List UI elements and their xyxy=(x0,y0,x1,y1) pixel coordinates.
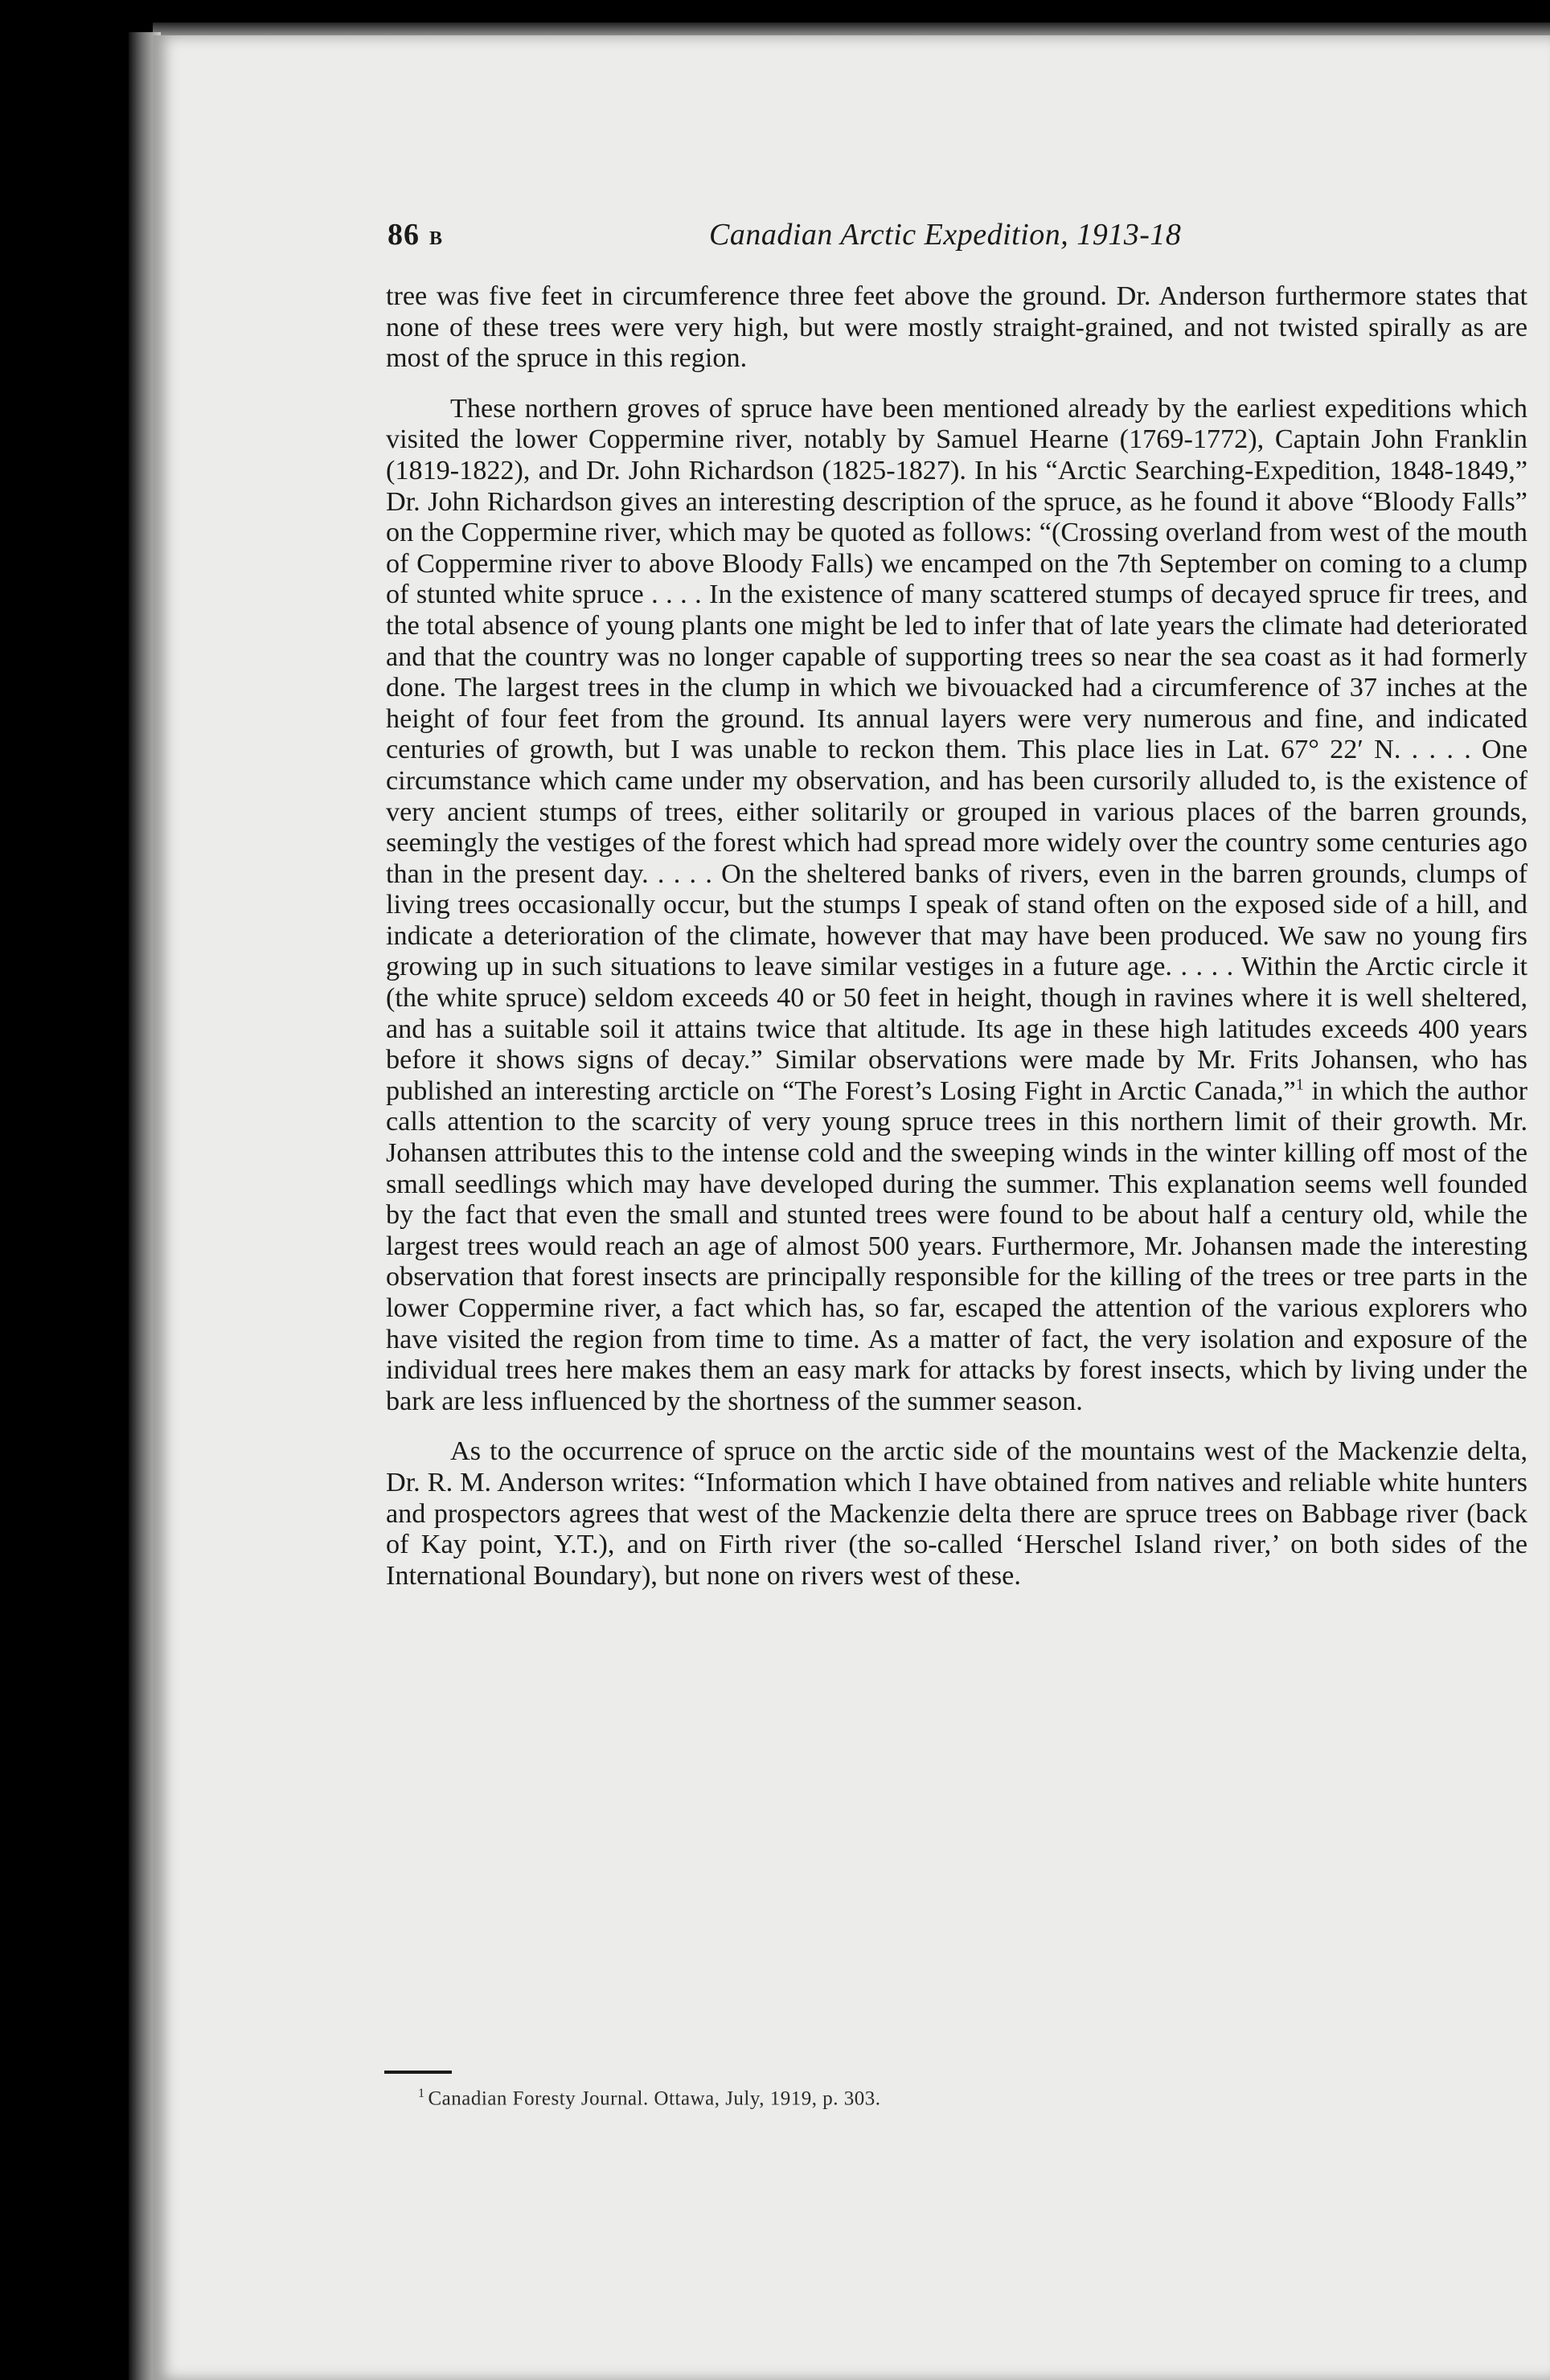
paragraph-3: As to the occurrence of spruce on the arctic side of the mountains west of the Mackenzie delta, Dr. R. M. Anderson writes: “Information which I have obtained from natives and reliable white hunters and prospectors agrees that west of the Mackenzie delta there are spruce trees on Babbage river (back of Kay point, Y.T.), and on Firth river (the so-called ‘Herschel Island river,’ on both sides of the International Boundary), but none on rivers west of these. xyxy=(386,1436,1527,1591)
page-number xyxy=(388,217,443,252)
footnote-text: Canadian Foresty Journal. Ottawa, July, 1919, p. 303. xyxy=(428,2087,881,2110)
paragraph-2-text-after: in which the author calls attention to the scarcity of very young spruce trees in this northern limit of their growth. Mr. Johansen attributes this to the intense cold and the sweeping winds in the winter killing off most of the small seedlings which may have developed during the summer. This explanation seems well founded by the fact that even the small and stunted trees were found to be about half a century old, while the largest trees would reach an age of almost 500 years. Furthermore, Mr. Johansen made the interesting observation that forest insects are principally responsible for the killing of the trees or tree parts in the lower Coppermine river, a fact which has, so far, escaped the attention of the various explorers who have visited the region from time to time. As a matter of fact, the very isolation and exposure of the individual trees here makes them an easy mark for attacks by forest insects, which by living under the bark are less influenced by the shortness of the summer season. xyxy=(386,1075,1528,1416)
footnote-mark: 1 xyxy=(418,2087,425,2100)
page-number-value: 86 xyxy=(388,218,420,252)
running-title: Canadian Arctic Expedition, 1913-18 xyxy=(709,218,1182,252)
running-head xyxy=(388,217,1545,257)
body-text xyxy=(386,281,1527,1591)
paragraph-1: tree was five feet in circumference three feet above the ground. Dr. Anderson furthermore states that none of these trees were very high, but were mostly straight-grained, and not twisted spirally as are most of the spruce in this region. xyxy=(386,281,1527,374)
paragraph-2 xyxy=(386,394,1527,1418)
footnote xyxy=(418,2087,1383,2110)
page-number-suffix: B xyxy=(429,228,444,249)
footnote-reference: 1 xyxy=(1295,1075,1304,1094)
paragraph-2-text-before: These northern groves of spruce have been mentioned already by the earliest expeditions which visited the lower Coppermine river, notably by Samuel Hearne (1769-1772), Captain John Franklin (1819-1822), and Dr. John Richardson (1825-1827). In his “Arctic Searching-Expedition, 1848-1849,” Dr. John Richardson gives an interesting description of the spruce, as he found it above “Bloody Falls” on the Coppermine river, which may be quoted as follows: “(Crossing overland from west of the mouth of Coppermine river to above Bloody Falls) we encamped on the 7th September on coming to a clump of stunted white spruce . . . . In the existence of many scattered stumps of decayed spruce fir trees, and the total absence of young plants one might be led to infer that of late years the climate had deteriorated and that the country was no longer capable of supporting trees so near the sea coast as it had formerly done. The largest trees in the clump in which we bivouacked had a circumference of 37 inches at the height of four feet from the ground. Its annual layers were very numerous and fine, and indicated centuries of growth, but I was unable to reckon them. This place lies in Lat. 67° 22′ N. . . . . One circumstance which came under my observation, and has been cursorily alluded to, is the existence of very ancient stumps of trees, either solitarily or grouped in various places of the barren grounds, seemingly the vestiges of the forest which had spread more widely over the country some centuries ago than in the present day. . . . . On the sheltered banks of rivers, even in the barren grounds, clumps of living trees occasionally occur, but the stumps I speak of stand often on the exposed side of a hill, and indicate a deterioration of the climate, however that may have been produced. We saw no young firs growing up in such situations to leave similar vestiges in a future age. . . . . Within the Arctic circle it (the white spruce) seldom exceeds 40 or 50 feet in height, though in ravines where it is well sheltered, and has a suitable soil it attains twice that altitude. Its age in these high latitudes exceeds 400 years before it shows signs of decay.” Similar observations were made by Mr. Frits Johansen, who has published an interesting arcticle on “The Forest’s Losing Fight in Arctic Canada,” xyxy=(386,393,1527,1106)
footnote-rule xyxy=(384,2071,452,2074)
